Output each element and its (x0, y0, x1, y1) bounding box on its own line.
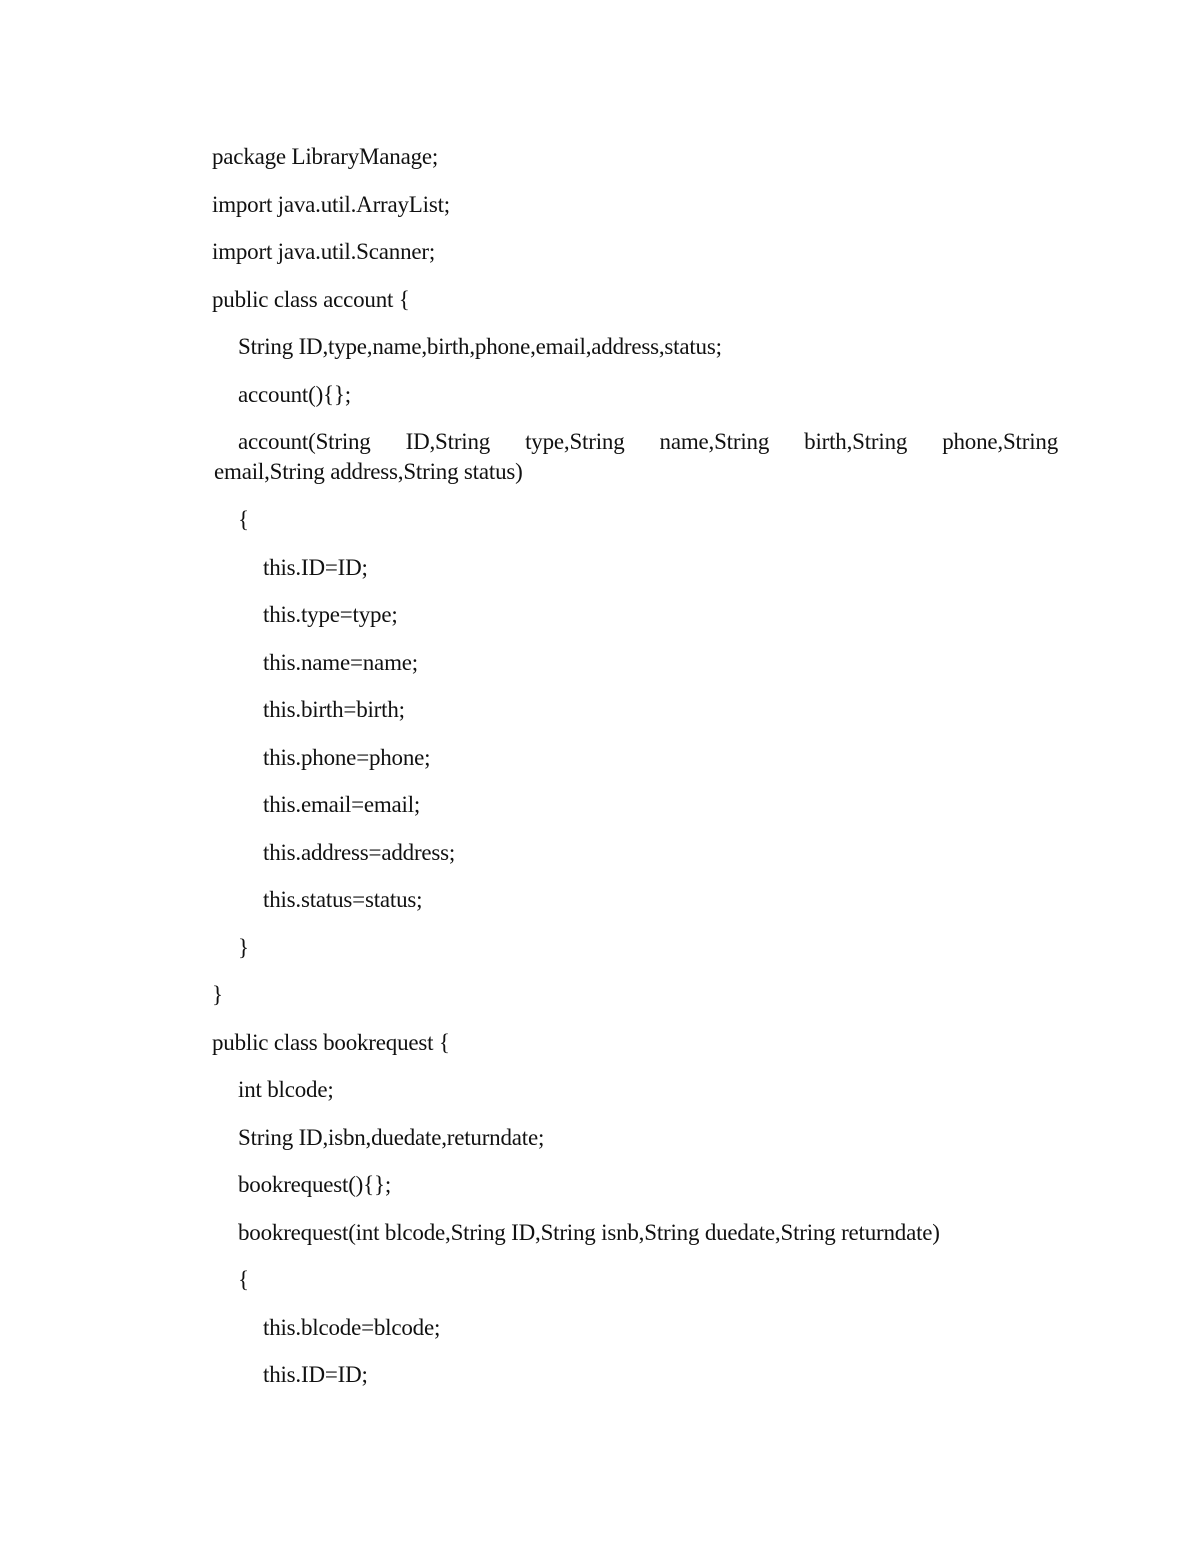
code-line-part: email,String address,String status) (214, 459, 523, 484)
code-line: this.status=status; (263, 887, 423, 912)
code-line: this.phone=phone; (263, 744, 431, 770)
code-line: } (212, 982, 223, 1007)
code-line: String ID,type,name,birth,phone,email,address,status; (238, 334, 722, 359)
code-line: { (238, 507, 249, 532)
code-line: } (238, 934, 249, 960)
code-line: bookrequest(){}; (238, 1172, 392, 1197)
code-line: import java.util.ArrayList; (212, 191, 450, 217)
code-line: this.birth=birth; (263, 697, 405, 722)
code-line: { (238, 1267, 249, 1292)
code-line: public class bookrequest { (212, 1029, 450, 1055)
code-line: this.address=address; (263, 839, 456, 865)
code-line: import java.util.Scanner; (212, 239, 436, 264)
code-line: public class account { (212, 286, 410, 312)
code-line: package LibraryManage; (212, 144, 439, 169)
code-line: int blcode; (238, 1077, 334, 1102)
code-line: String ID,isbn,duedate,returndate; (238, 1124, 545, 1150)
code-line: this.name=name; (263, 649, 418, 675)
code-line-part: account(String ID,String type,String name,String birth,String phone,String (238, 429, 1058, 454)
code-line: this.blcode=blcode; (263, 1314, 441, 1340)
code-line: this.ID=ID; (263, 1362, 368, 1387)
code-line: account(){}; (238, 381, 351, 407)
code-line-wrapped (212, 422, 1058, 500)
code-line: bookrequest(int blcode,String ID,String isnb,String duedate,String returndate) (238, 1219, 940, 1245)
code-line: this.type=type; (263, 602, 398, 627)
code-line: this.email=email; (263, 792, 421, 817)
code-line: this.ID=ID; (263, 554, 368, 580)
code-listing (212, 137, 1058, 1403)
